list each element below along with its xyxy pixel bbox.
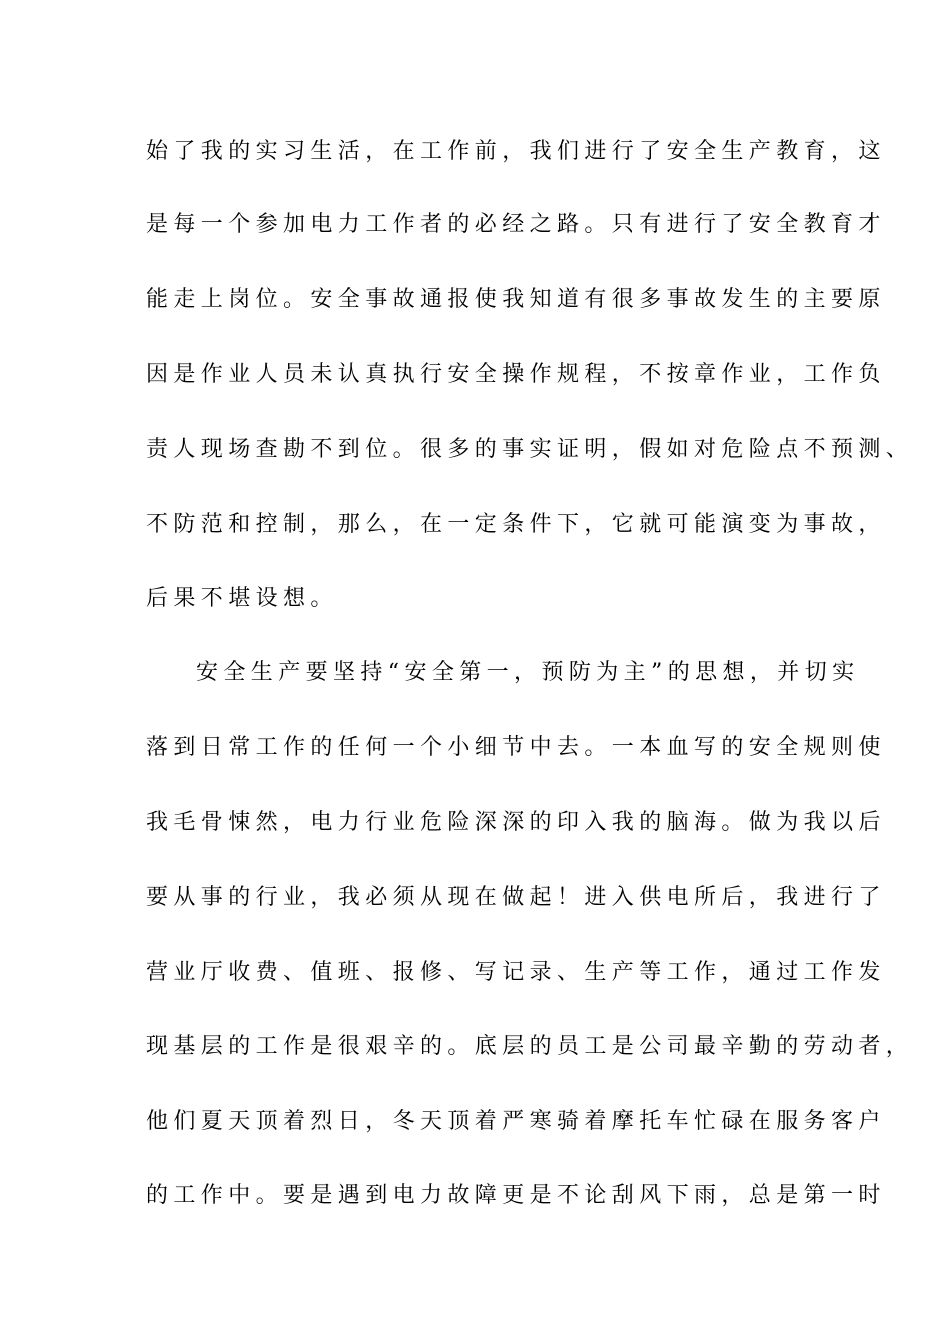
text-line-4: 因是作业人员未认真执行安全操作规程，不按章作业，工作负 bbox=[146, 362, 886, 387]
text-line-10: 我毛骨悚然，电力行业危险深深的印入我的脑海。做为我以后 bbox=[146, 810, 886, 835]
text-line-5: 责人现场查勘不到位。很多的事实证明，假如对危险点不预测、 bbox=[146, 437, 914, 462]
text-line-1: 始了我的实习生活，在工作前，我们进行了安全生产教育，这 bbox=[146, 139, 886, 164]
text-line-12: 营业厅收费、值班、报修、写记录、生产等工作，通过工作发 bbox=[146, 960, 886, 985]
text-line-2: 是每一个参加电力工作者的必经之路。只有进行了安全教育才 bbox=[146, 212, 886, 237]
text-line-11: 要从事的行业，我必须从现在做起！进入供电所后，我进行了 bbox=[146, 885, 886, 910]
text-line-3: 能走上岗位。安全事故通报使我知道有很多事故发生的主要原 bbox=[146, 287, 886, 312]
text-line-9: 落到日常工作的任何一个小细节中去。一本血写的安全规则使 bbox=[146, 735, 886, 760]
text-line-7: 后果不堪设想。 bbox=[146, 586, 338, 611]
text-line-13: 现基层的工作是很艰辛的。底层的员工是公司最辛勤的劳动者， bbox=[146, 1034, 914, 1059]
text-line-6: 不防范和控制，那么，在一定条件下，它就可能演变为事故， bbox=[146, 512, 886, 537]
text-line-15: 的工作中。要是遇到电力故障更是不论刮风下雨，总是第一时 bbox=[146, 1183, 886, 1208]
text-line-14: 他们夏天顶着烈日，冬天顶着严寒骑着摩托车忙碌在服务客户 bbox=[146, 1109, 886, 1134]
paragraph-start-line: 安全生产要坚持“安全第一，预防为主”的思想，并切实 bbox=[196, 660, 860, 685]
